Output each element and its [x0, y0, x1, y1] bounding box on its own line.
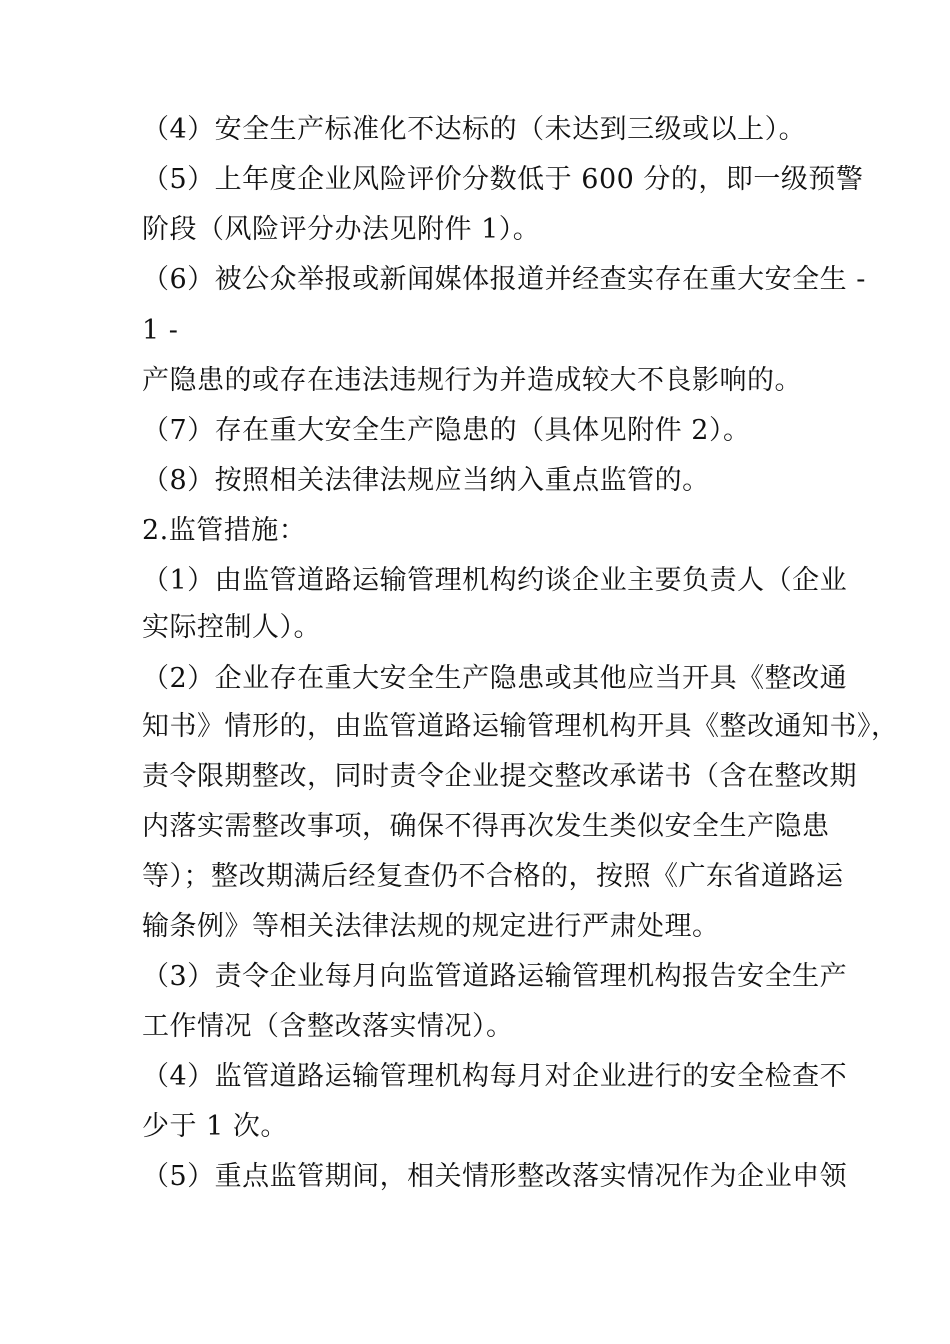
text-line: （4）安全生产标准化不达标的（未达到三级或以上）。	[142, 114, 807, 145]
text-line: （5）上年度企业风险评价分数低于 600 分的，即一级预警	[142, 164, 864, 195]
text-line: 工作情况（含整改落实情况）。	[142, 1011, 514, 1042]
text-line: 责令限期整改，同时责令企业提交整改承诺书（含在整改期	[142, 761, 857, 792]
text-line: 阶段（风险评分办法见附件 1）。	[142, 214, 541, 245]
page-number: 1 -	[142, 315, 179, 346]
text-line: （2）企业存在重大安全生产隐患或其他应当开具《整改通	[142, 663, 848, 694]
text-line: 知书》情形的，由监管道路运输管理机构开具《整改通知书》，	[142, 711, 899, 742]
section-heading: 2.监管措施：	[142, 515, 307, 546]
text-line: （7）存在重大安全生产隐患的（具体见附件 2）。	[142, 415, 751, 446]
text-line: （6）被公众举报或新闻媒体报道并经查实存在重大安全生 -	[142, 264, 866, 295]
text-line: 少于 1 次。	[142, 1111, 288, 1142]
text-line: 输条例》等相关法律法规的规定进行严肃处理。	[142, 911, 720, 942]
text-line: 产隐患的或存在违法违规行为并造成较大不良影响的。	[142, 365, 802, 396]
text-line: （3）责令企业每月向监管道路运输管理机构报告安全生产	[142, 961, 848, 992]
text-line: 内落实需整改事项，确保不得再次发生类似安全生产隐患	[142, 811, 830, 842]
text-line: 实际控制人）。	[142, 612, 321, 643]
text-line: （5）重点监管期间，相关情形整改落实情况作为企业申领	[142, 1161, 848, 1192]
text-line: （4）监管道路运输管理机构每月对企业进行的安全检查不	[142, 1061, 848, 1092]
text-line: （1）由监管道路运输管理机构约谈企业主要负责人（企业	[142, 565, 848, 596]
text-line: 等）；整改期满后经复查仍不合格的，按照《广东省道路运	[142, 861, 844, 892]
text-line: （8）按照相关法律法规应当纳入重点监管的。	[142, 465, 710, 496]
